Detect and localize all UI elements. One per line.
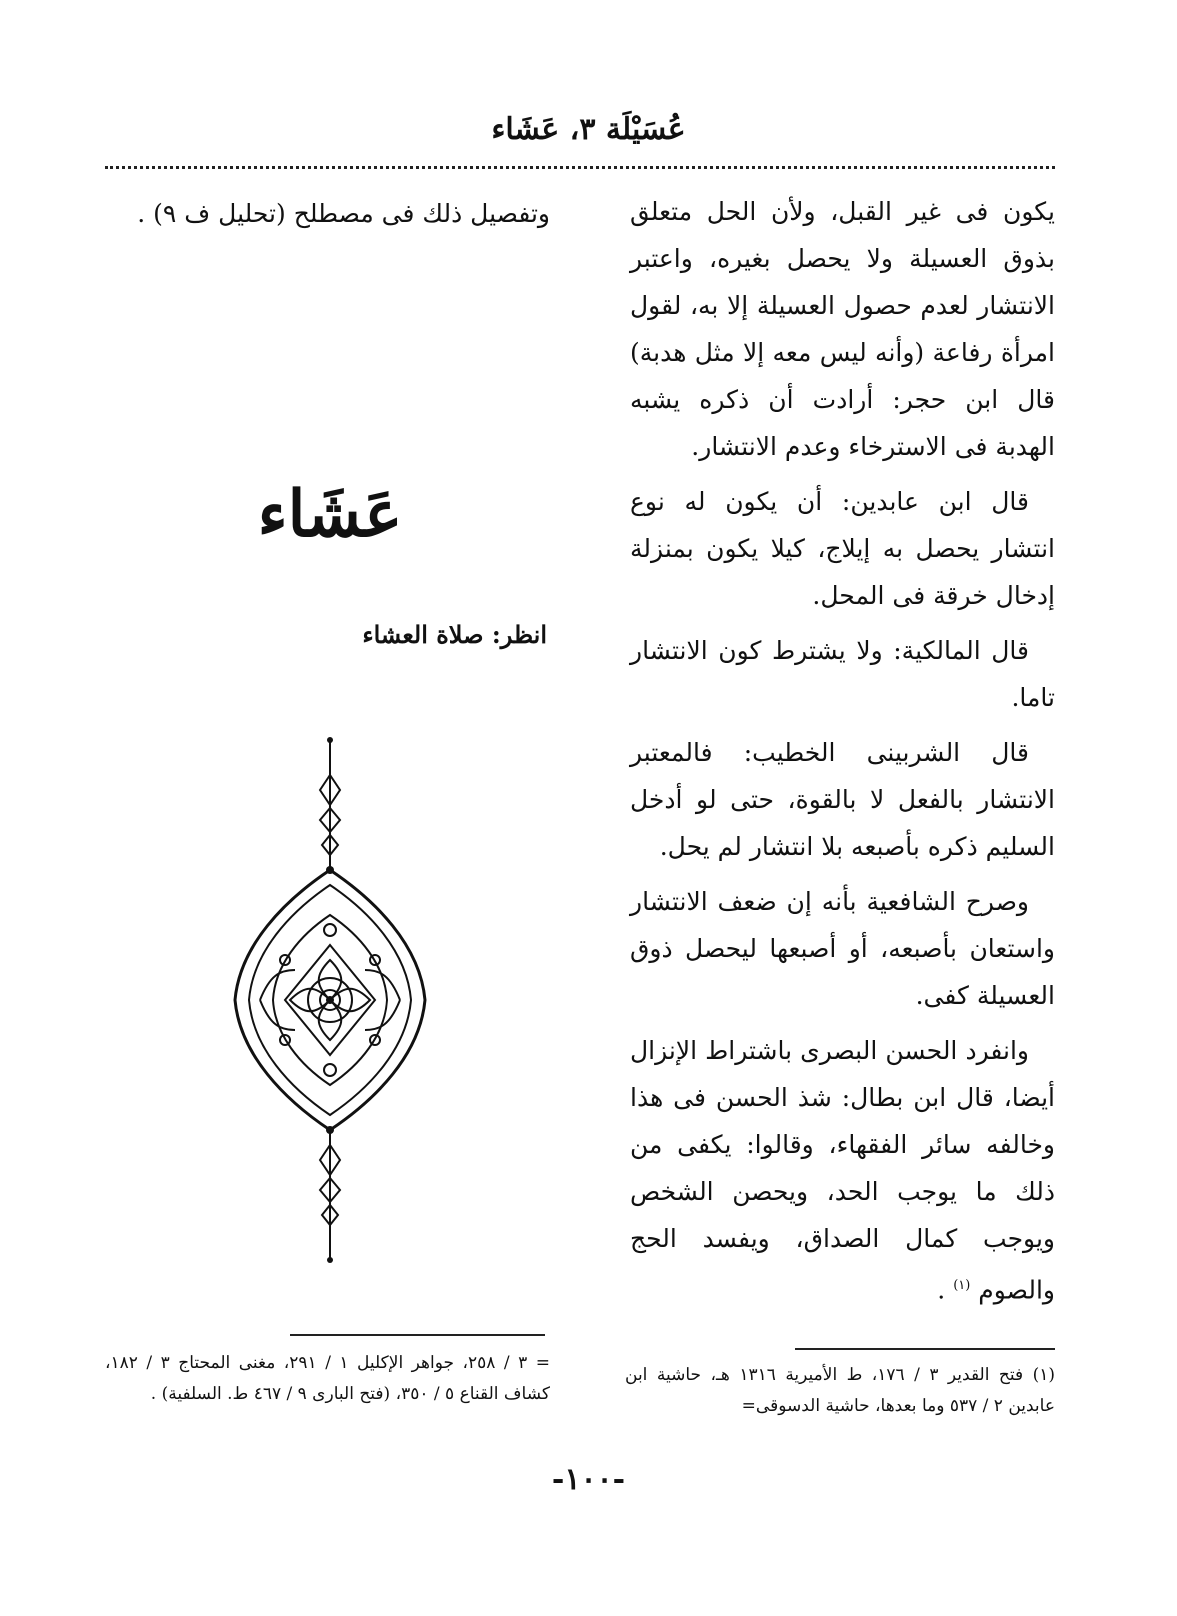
right-text-column <box>630 188 1055 1321</box>
running-head: عُسَيْلَة ٣، عَشَاء <box>491 112 686 147</box>
footnote-rule <box>795 1348 1055 1350</box>
continuation-paragraph: وتفصيل ذلك فى مصطلح (تحليل ف ٩) . <box>137 199 550 228</box>
paragraph: وصرح الشافعية بأنه إن ضعف الانتشار واستعان بأصبعه، أو أصبعها ليحصل ذوق العسيلة كفى. <box>630 887 1055 1010</box>
footnote-rule <box>290 1334 545 1336</box>
paragraph: يكون فى غير القبل، ولأن الحل متعلق بذوق العسيلة ولا يحصل بغيره، واعتبر الانتشار لعدم حصول العسيلة إلا به، لقول امرأة رفاعة (وأنه ليس معه إلا مثل هدبة) قال ابن حجر: أرادت أن ذكره يشبه الهدبة فى الاسترخاء وعدم الانتشار. <box>630 197 1055 461</box>
paragraph-text: وانفرد الحسن البصرى باشتراط الإنزال أيضا، قال ابن بطال: شذ الحسن فى هذا وخالفه سائر الفقهاء، وقالوا: يكفى من ذلك ما يوجب الحد، ويحصن الشخص ويوجب كمال الصداق، ويفسد الحج والصوم <box>630 1036 1055 1305</box>
footnote-marker[interactable]: (١) <box>953 1278 971 1293</box>
paragraph-with-footnote <box>630 1027 1055 1313</box>
arabesque-ornament-icon <box>225 730 435 1270</box>
paragraph: قال ابن عابدين: أن يكون له نوع انتشار يحصل به إيلاج، كيلا يكون بمنزلة إدخال خرقة فى المحل. <box>630 487 1055 610</box>
footnote-continuation <box>105 1348 550 1410</box>
footnote-text: (١) فتح القدير ٣ / ١٧٦، ط الأميرية ١٣١٦ هـ، حاشية ابن عابدين ٢ / ٥٣٧ وما بعدها، حاشية الدسوقى= <box>625 1365 1055 1416</box>
entry-title: عَشَاء <box>257 477 403 552</box>
left-text-column <box>110 190 550 237</box>
paragraph: قال الشربينى الخطيب: فالمعتبر الانتشار بالفعل لا بالقوة، حتى لو أدخل السليم ذكره بأصبعه بلا انتشار لم يحل. <box>630 738 1055 861</box>
paragraph: قال المالكية: ولا يشترط كون الانتشار تاما. <box>630 636 1055 712</box>
footnote-text: = ٣ / ٢٥٨، جواهر الإكليل ١ / ٢٩١، مغنى المحتاج ٣ / ١٨٢، كشاف القناع ٥ / ٣٥٠، (فتح البارى ٩ / ٤٦٧ ط. السلفية) . <box>105 1353 550 1404</box>
page-number: -١٠٠- <box>551 1462 626 1497</box>
header-dotted-rule <box>105 166 1055 169</box>
footnote <box>625 1360 1055 1422</box>
see-also-reference[interactable]: انظر: صلاة العشاء <box>362 620 547 649</box>
paragraph-end: . <box>937 1275 946 1305</box>
